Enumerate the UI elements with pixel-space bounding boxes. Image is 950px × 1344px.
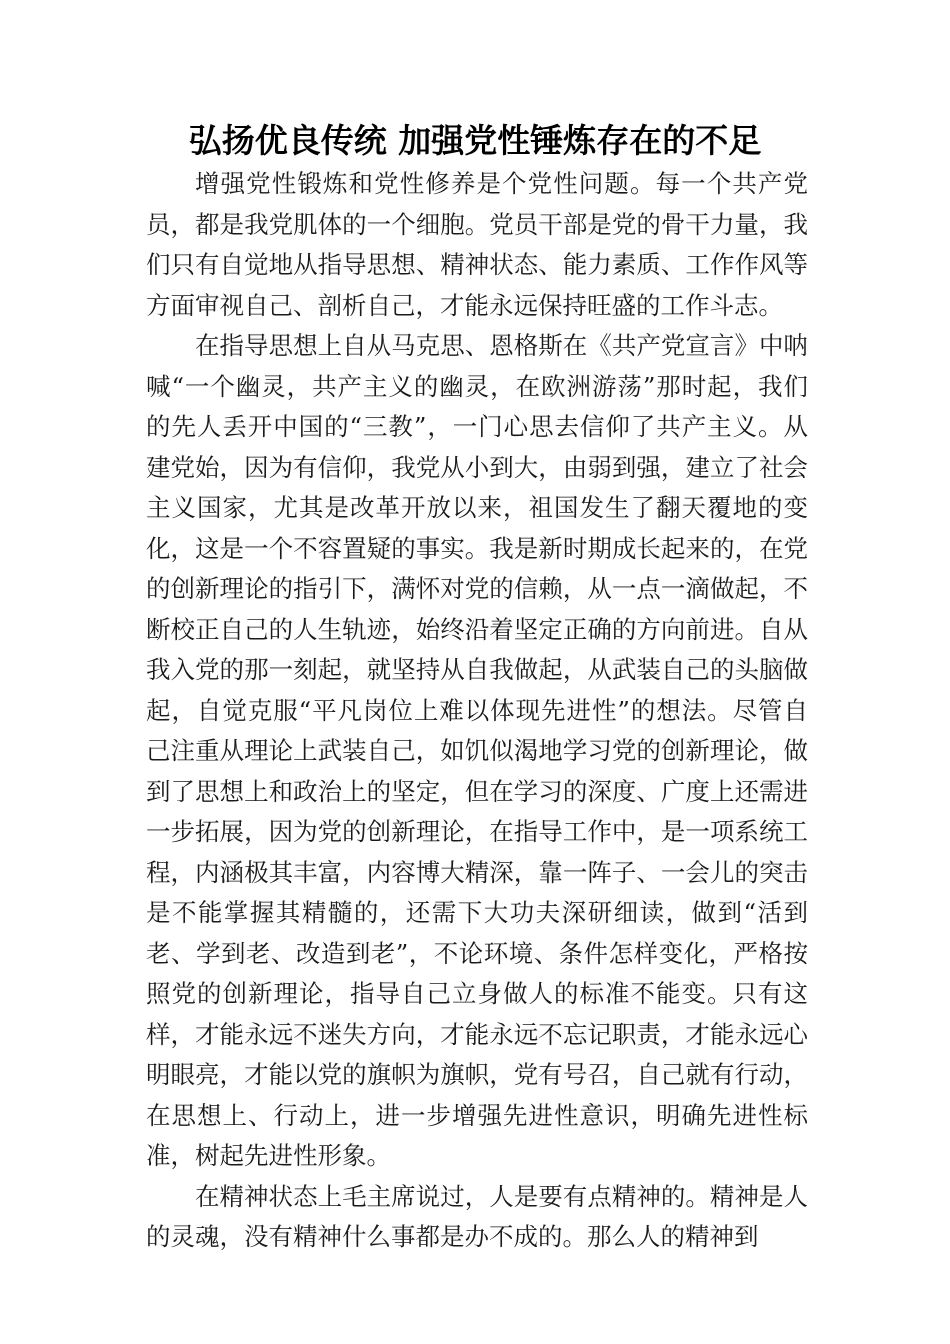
paragraph-guiding-thought: 在指导思想上自从马克思、恩格斯在《共产党宣言》中呐喊“一个幽灵，共产主义的幽灵，在欧洲游荡”那时起，我们的先人丢开中国的“三教”，一门心思去信仰了共产主义。从建党始，因为有信仰，我党从小到大，由弱到强，建立了社会主义国家，尤其是改革开放以来，祖国发生了翻天覆地的变化，这是一个不容置疑的事实。我是新时期成长起来的，在党的创新理论的指引下，满怀对党的信赖，从一点一滴做起，不断校正自己的人生轨迹，始终沿着坚定正确的方向前进。自从我入党的那一刻起，就坚持从自我做起，从武装自己的头脑做起，自觉克服“平凡岗位上难以体现先进性”的想法。尽管自己注重从理论上武装自己，如饥似渴地学习党的创新理论，做到了思想上和政治上的坚定，但在学习的深度、广度上还需进一步拓展，因为党的创新理论，在指导工作中，是一项系统工程，内涵极其丰富，内容博大精深，靠一阵子、一会儿的突击是不能掌握其精髓的，还需下大功夫深研细读，做到“活到老、学到老、改造到老”，不论环境、条件怎样变化，严格按照党的创新理论，指导自己立身做人的标准不能变。只有这样，才能永远不迷失方向，才能永远不忘记职责，才能永远心明眼亮，才能以党的旗帜为旗帜，党有号召，自己就有行动，在思想上、行动上，进一步增强先进性意识，明确先进性标准，树起先进性形象。 [146, 331, 808, 1170]
paragraph-spirit: 在精神状态上毛主席说过，人是要有点精神的。精神是人的灵魂，没有精神什么事都是办不成的。那么人的精神到 [146, 1181, 808, 1251]
document-body [146, 164, 808, 1258]
paragraph-intro: 增强党性锻炼和党性修养是个党性问题。每一个共产党员，都是我党肌体的一个细胞。党员干部是党的骨干力量，我们只有自觉地从指导思想、精神状态、能力素质、工作作风等方面审视自己、剖析自己，才能永远保持旺盛的工作斗志。 [146, 169, 808, 320]
document-title: 弘扬优良传统 加强党性锤炼存在的不足 [188, 121, 762, 160]
